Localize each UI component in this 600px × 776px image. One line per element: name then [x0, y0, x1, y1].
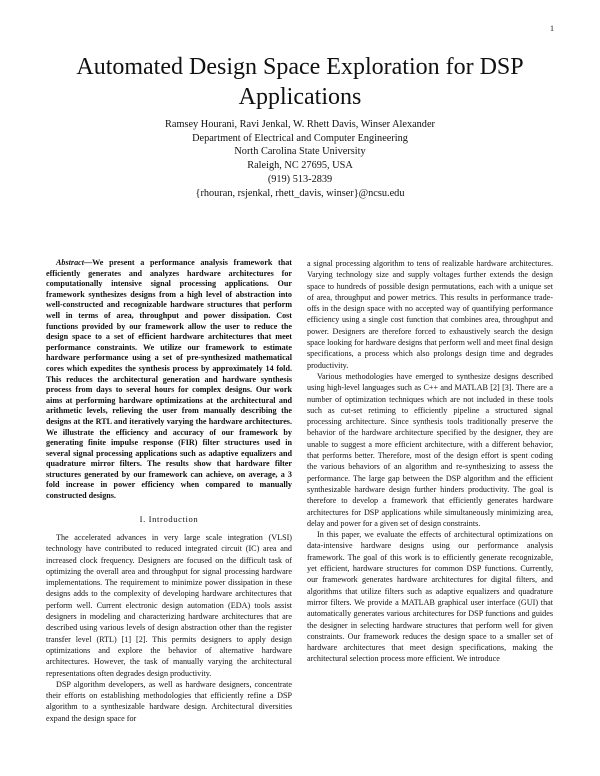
department: Department of Electrical and Computer Engineering — [192, 132, 408, 144]
intro-paragraph-4: Various methodologies have emerged to synthesize designs described using high-level languages such as C++ and MATLAB [2] [3]. There are a number of optimization techniques which are not included in these tools such as cut-set retiming to efficiently pipeline a structured signal processing architecture. Since synthesis tools traditionally preserve the behavior of the hardware architecture specified by the designer, they are unable to suggest a more efficient architecture, with a different behavior, that performs better. Therefore, most of the design effort is spent coding the various behaviors of an algorithm and re-synthesizing to assess the performance. The large gap between the DSP algorithm and the efficient synthesizable hardware design further hinders productivity. The goal is therefore to develop a framework that efficiently generates hardware architectures for DSP applications while simultaneously minimizing area, delay and power for a given set of design constraints. — [307, 371, 553, 528]
intro-paragraph-2: DSP algorithm developers, as well as hardware designers, concentrate their efforts on establishing methodologies that efficiently refine a DSP algorithm to a synthesizable hardware design. Architectural diversities expand the design space for — [46, 679, 292, 723]
paper-title: Automated Design Space Exploration for DSP Applications — [76, 54, 524, 110]
author-block — [60, 118, 540, 200]
emails: {rhouran, rsjenkal, rhett_davis, winser}@ncsu.edu — [195, 187, 405, 199]
abstract-text: —We present a performance analysis framework that efficiently generates and analyzes hardware architectures for computationally intensive signal processing applications. Our framework synthesizes designs from a high level of abstraction into well-constructed and recognizable hardware structures that perform well in terms of area, throughput and power dissipation. Cost functions provided by our framework allow the user to reduce the design space to a set of efficient hardware architectures that meet performance constraints. We utilize our framework to estimate hardware performance using a set of pre-synthesized mathematical cores which expedites the synthesis process by approximately 14 fold. This reduces the architectural generation and hardware synthesis process from days to several hours for complex designs. Our work aims at performing hardware optimizations at the architectural and arithmetic levels, relieving the user from manually describing the designs at the RTL and iteratively varying the hardware architectures. We illustrate the efficiency and accuracy of our framework by generating finite impulse response (FIR) filter structures used in several signal processing applications such as adaptive equalizers and quadrature mirror filters. The results show that hardware filter structures generated by our framework can achieve, on average, a 3 fold increase in power efficiency when compared to manually constructed designs. — [46, 258, 292, 501]
intro-paragraph-5: In this paper, we evaluate the effects of architectural optimizations on data-intensive hardware designs using our performance analysis framework. The goal of this work is to efficiently generate recognizable, yet efficient, hardware structures for common DSP functions. Currently, our framework generates hardware architectures for digital filters, and algorithms that utilize filters such as adaptive equalizers and quadrature mirror filters. We provide a MATLAB graphical user interface (GUI) that automatically generates various architectures for DSP functions and guides the designer in selecting hardware structures that perform well for given constraints. Our framework reduces the design space to a smaller set of hardware architectures that meet design specifications, making the architectural selection process more efficient. We introduce — [307, 530, 553, 664]
location: Raleigh, NC 27695, USA — [247, 160, 353, 172]
left-column — [46, 258, 292, 724]
university: North Carolina State University — [234, 146, 366, 158]
phone: (919) 513-2839 — [267, 173, 333, 185]
page-number: 1 — [550, 24, 554, 33]
intro-paragraph-3: a signal processing algorithm to tens of realizable hardware architectures. Varying technology size and supply voltages further extends the design space to hundreds of possible design permutations, each with a unique set of area, throughput and power metrics. This results in performance trade-offs in the design space with no accepted way of quantifying performance efficiency using a single cost function that combines area, throughput and power. Designers are therefore forced to exhaustively search the design space looking for hardware designs that perform well and meet final design specifications, a process which also prolongs design time and degrades productivity. — [307, 259, 553, 370]
abstract-lead: Abstract — [56, 258, 84, 267]
author-names: Ramsey Hourani, Ravi Jenkal, W. Rhett Davis, Winser Alexander — [165, 119, 435, 130]
section-heading-introduction: I. Introduction — [139, 513, 199, 524]
right-column — [307, 258, 553, 665]
intro-paragraph-1: The accelerated advances in very large scale integration (VLSI) technology have contributed to reduced integrated circuit (IC) area and increased clock frequency. Designers are focused on the difficult task of optimizing the overall area and throughput for signal processing hardware implementations. The requirement to minimize power dissipation in these designs adds to the complexity of developing hardware architectures that perform well. Current electronic design automation (EDA) tools assist designers in modeling and characterizing hardware architectures that are described using various levels of design abstraction other than the register transfer level (RTL) [1] [2]. This permits designers to apply design optimizations and explore the behavior of alternative hardware architectures. However, the task of manually varying the architectural representations often degrades design productivity. — [46, 532, 292, 678]
abstract — [46, 258, 292, 502]
